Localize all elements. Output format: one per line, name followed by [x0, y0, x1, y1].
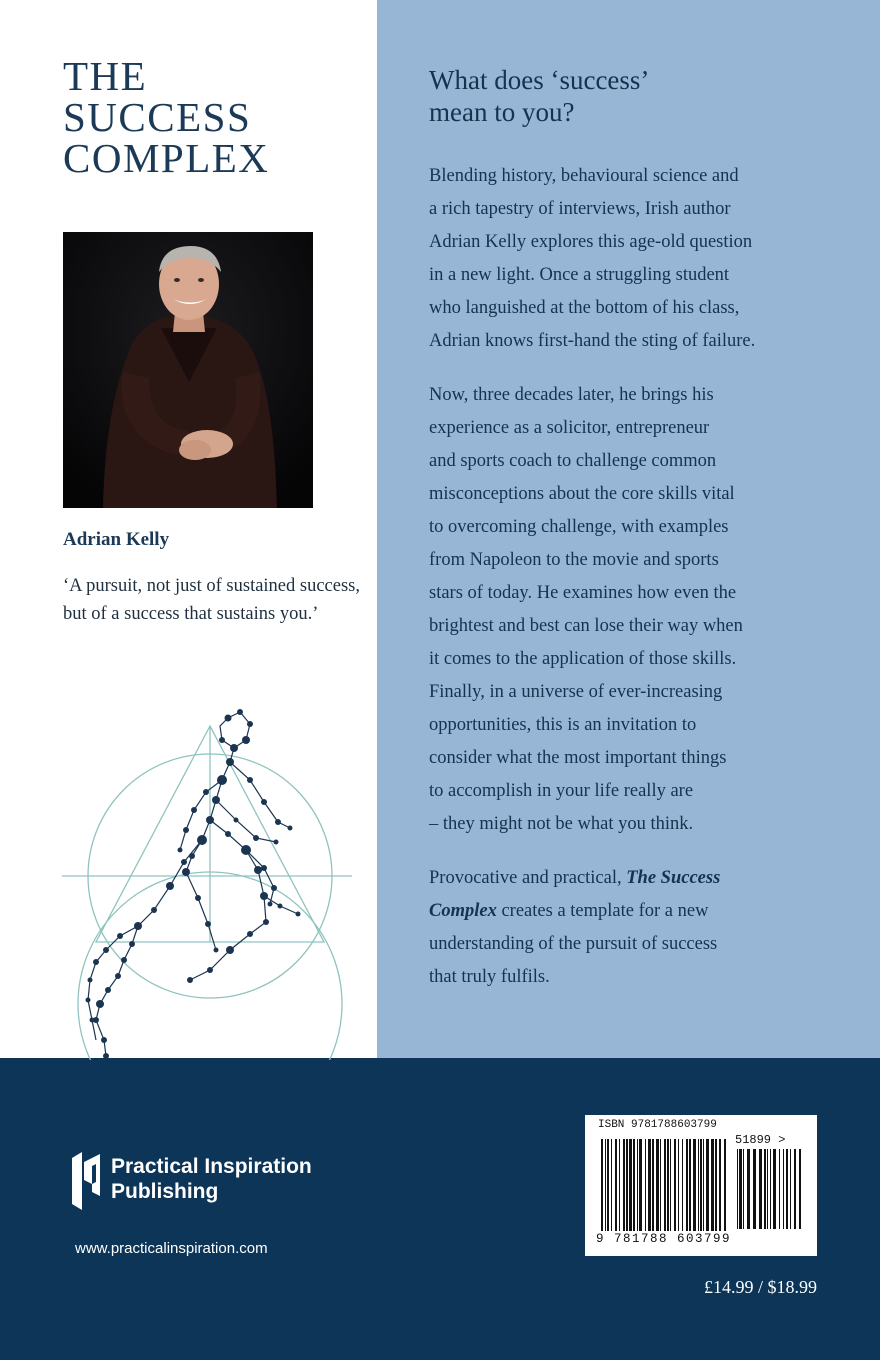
- blurb-line: Finally, in a universe of ever-increasing: [429, 682, 723, 702]
- book-title-line: THE: [63, 53, 148, 99]
- barcode-bars: [595, 1137, 805, 1235]
- book-title-inline: The Success: [626, 868, 721, 888]
- blurb-heading-line: mean to you?: [429, 97, 575, 127]
- blurb-line: who languished at the bottom of his class,: [429, 298, 740, 318]
- book-title: [63, 53, 270, 181]
- blurb-line: Adrian Kelly explores this age-old question: [429, 232, 753, 252]
- blurb-line: it comes to the application of those skills.: [429, 649, 737, 669]
- runner-geometry-illustration: [60, 700, 360, 1060]
- publisher-name-line: Publishing: [111, 1180, 219, 1203]
- author-portrait-illustration: [63, 232, 313, 508]
- blurb-paragraph-3: [429, 862, 829, 994]
- blurb-text: creates a template for a new: [496, 901, 709, 921]
- blurb-line: to overcoming challenge, with examples: [429, 517, 729, 537]
- blurb-line: from Napoleon to the movie and sports: [429, 550, 719, 570]
- publisher-website: www.practicalinspiration.com: [75, 1240, 268, 1257]
- blurb-line: in a new light. Once a struggling student: [429, 265, 730, 285]
- blurb-line: opportunities, this is an invitation to: [429, 715, 697, 735]
- blurb-line: experience as a solicitor, entrepreneur: [429, 418, 710, 438]
- blurb-paragraph-1: [429, 160, 829, 358]
- barcode-addon-code: 51899 >: [735, 1133, 786, 1147]
- blurb-line: [429, 862, 829, 895]
- blurb-heading: [429, 64, 829, 128]
- publisher-logo-icon: [72, 1150, 100, 1210]
- blurb-line: – they might not be what you think.: [429, 814, 694, 834]
- publisher-name-line: Practical Inspiration: [111, 1155, 312, 1178]
- blurb-line: [429, 895, 829, 928]
- author-name: Adrian Kelly: [63, 529, 170, 550]
- blurb-line: Now, three decades later, he brings his: [429, 385, 714, 405]
- isbn-label: ISBN 9781788603799: [598, 1119, 717, 1131]
- author-photo: [63, 232, 313, 508]
- blurb-line: consider what the most important things: [429, 748, 727, 768]
- book-title-line: COMPLEX: [63, 135, 270, 181]
- publisher-name: [111, 1154, 312, 1204]
- blurb-paragraph-2: [429, 379, 829, 841]
- blurb-line: to accomplish in your life really are: [429, 781, 694, 801]
- blurb-heading-line: What does ‘success’: [429, 65, 650, 95]
- book-title-inline: Complex: [429, 901, 497, 921]
- blurb-body: [429, 160, 829, 1015]
- blurb-line: misconceptions about the core skills vital: [429, 484, 735, 504]
- author-quote: ‘A pursuit, not just of sustained success, but of a success that sustains you.’: [63, 576, 361, 624]
- blurb-text: Provocative and practical,: [429, 868, 627, 888]
- blurb-line: and sports coach to challenge common: [429, 451, 717, 471]
- blurb-line: understanding of the pursuit of success: [429, 934, 718, 954]
- book-title-line: SUCCESS: [63, 94, 252, 140]
- blurb-line: Blending history, behavioural science and: [429, 166, 739, 186]
- blurb-line: a rich tapestry of interviews, Irish author: [429, 199, 731, 219]
- blurb-line: that truly fulfils.: [429, 967, 550, 987]
- blurb-line: brightest and best can lose their way when: [429, 616, 743, 636]
- blurb-line: Adrian knows first-hand the sting of failure.: [429, 331, 756, 351]
- price: £14.99 / $18.99: [703, 1277, 817, 1297]
- isbn-digits: 9 781788 603799: [596, 1232, 732, 1246]
- blurb-line: stars of today. He examines how even the: [429, 583, 737, 603]
